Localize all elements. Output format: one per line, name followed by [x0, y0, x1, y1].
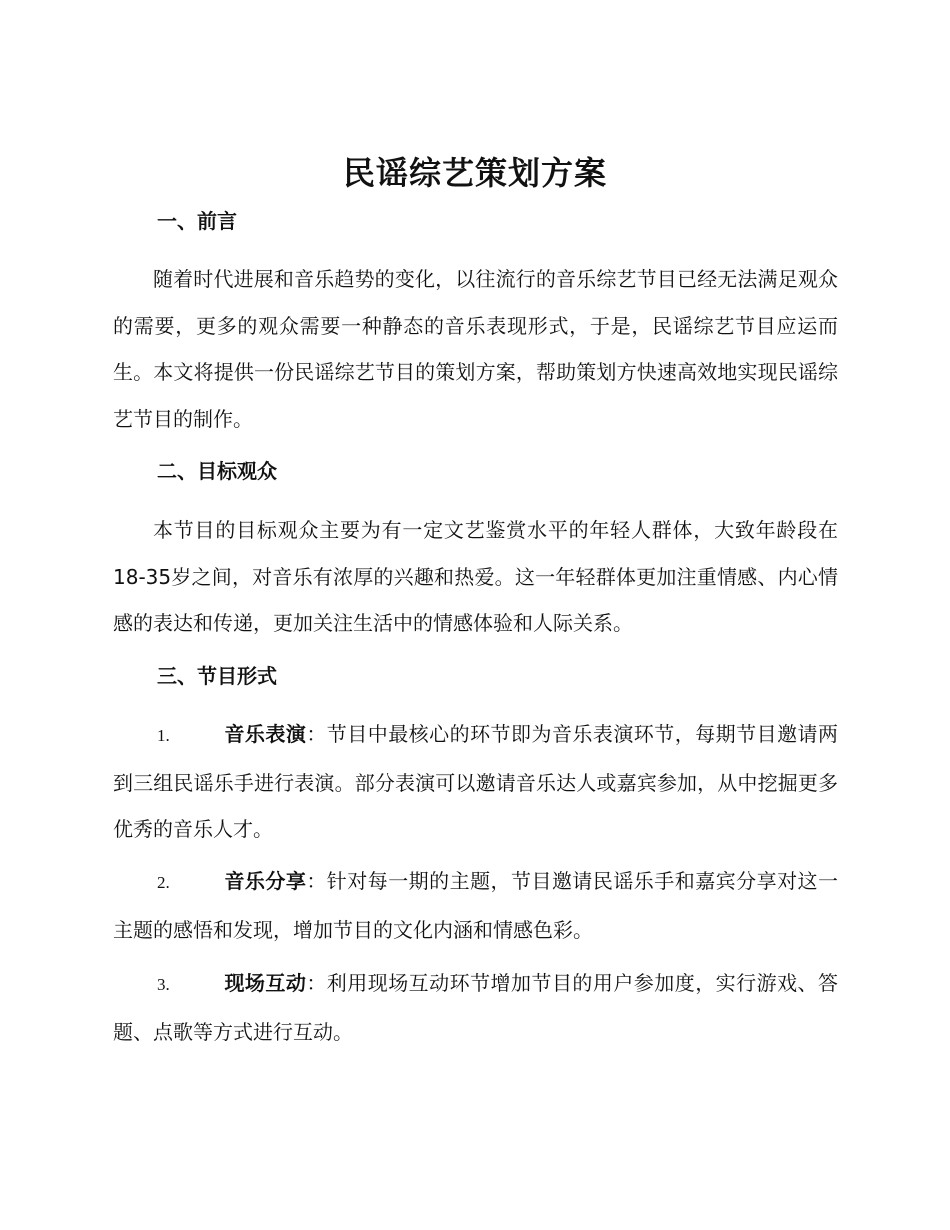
list-item-term: 音乐表演 — [224, 722, 307, 746]
list-item-number: 1. — [157, 726, 170, 745]
list-item-number: 2. — [157, 873, 170, 892]
section-paragraph-audience: 本节目的目标观众主要为有一定文艺鉴赏水平的年轻人群体，大致年龄段在18-35岁之间，对音乐有浓厚的兴趣和热爱。这一年轻群体更加注重情感、内心情感的表达和传递，更加关注生活中的情感体验和人际关系。 — [113, 518, 838, 635]
list-item-live-interaction — [113, 960, 838, 1055]
list-item-music-sharing — [113, 858, 838, 953]
list-item-music-performance — [113, 711, 838, 853]
list-item-number: 3. — [157, 975, 170, 994]
list-item-text: ：节目中最核心的环节即为音乐表演环节，每期节目邀请两到三组民谣乐手进行表演。部分表演可以邀请音乐达人或嘉宾参加，从中挖掘更多优秀的音乐人才。 — [113, 722, 839, 841]
section-heading-audience: 二、目标观众 — [157, 459, 277, 483]
section-heading-format: 三、节目形式 — [157, 664, 277, 688]
list-item-text: ：针对每一期的主题，节目邀请民谣乐手和嘉宾分享对这一主题的感悟和发现，增加节目的文化内涵和情感色彩。 — [113, 869, 839, 942]
document-title: 民谣综艺策划方案 — [342, 154, 607, 192]
list-item-text: ：利用现场互动环节增加节目的用户参加度，实行游戏、答题、点歌等方式进行互动。 — [113, 971, 839, 1044]
list-item-term: 音乐分享 — [224, 869, 307, 893]
section-heading-preface: 一、前言 — [157, 209, 237, 233]
list-item-term: 现场互动 — [224, 971, 307, 995]
section-paragraph-preface: 随着时代进展和音乐趋势的变化，以往流行的音乐综艺节目已经无法满足观众的需要，更多的观众需要一种静态的音乐表现形式，于是，民谣综艺节目应运而生。本文将提供一份民谣综艺节目的策划方案，帮助策划方快速高效地实现民谣综艺节目的制作。 — [113, 267, 838, 431]
